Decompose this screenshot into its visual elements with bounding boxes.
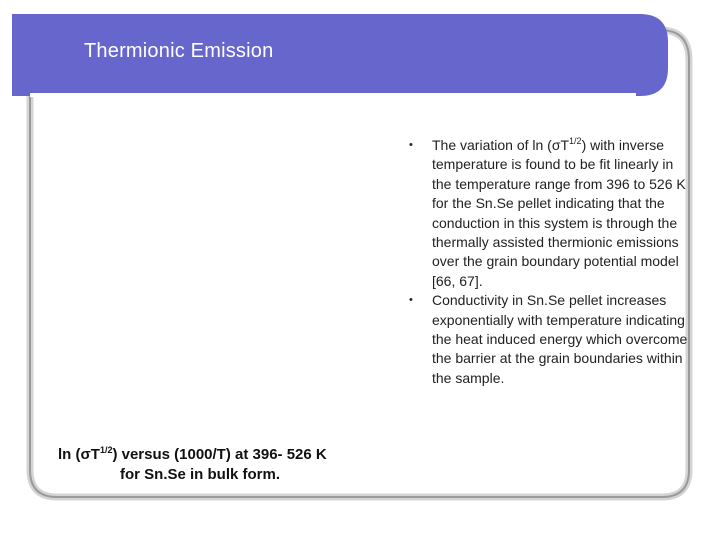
bullet-marker: •: [409, 294, 413, 307]
bullet-text-post: ) with inverse temperature is found to be fit linearly in the temperature range from 396 to 526 K for the Sn.Se pellet indicating that the conduction in this system is through the thermally assisted thermionic emissions over the grain boundary potential model [66, 67].: [432, 137, 686, 289]
caption-sigma: σ: [80, 446, 91, 463]
sigma-symbol: σ: [551, 137, 561, 153]
bullet-text-pre: The variation of ln (: [432, 137, 552, 153]
caption-pre: ln (: [58, 446, 81, 463]
slide-title: Thermionic Emission: [84, 40, 274, 62]
caption-temperature: T: [90, 446, 100, 463]
bullet-text: Conductivity in Sn.Se pellet increases exponentially with temperature indicating the heat induced energy which overcome the barrier at the grain boundaries within the sample.: [432, 292, 688, 386]
bullet-item-variation: [406, 136, 694, 291]
caption-exponent: 1/2: [99, 445, 113, 455]
caption-post: ) versus (1000/T) at 396- 526 K: [112, 446, 327, 463]
figure-caption: [58, 445, 378, 485]
caption-line2: for Sn.Se in bulk form.: [120, 466, 281, 483]
temperature-symbol: T: [560, 137, 570, 153]
bullet-item-conductivity: [406, 291, 694, 388]
title-underline: [30, 93, 636, 97]
bullet-list: [406, 136, 694, 388]
bullet-marker: •: [409, 139, 413, 151]
exponent: 1/2: [569, 136, 582, 146]
